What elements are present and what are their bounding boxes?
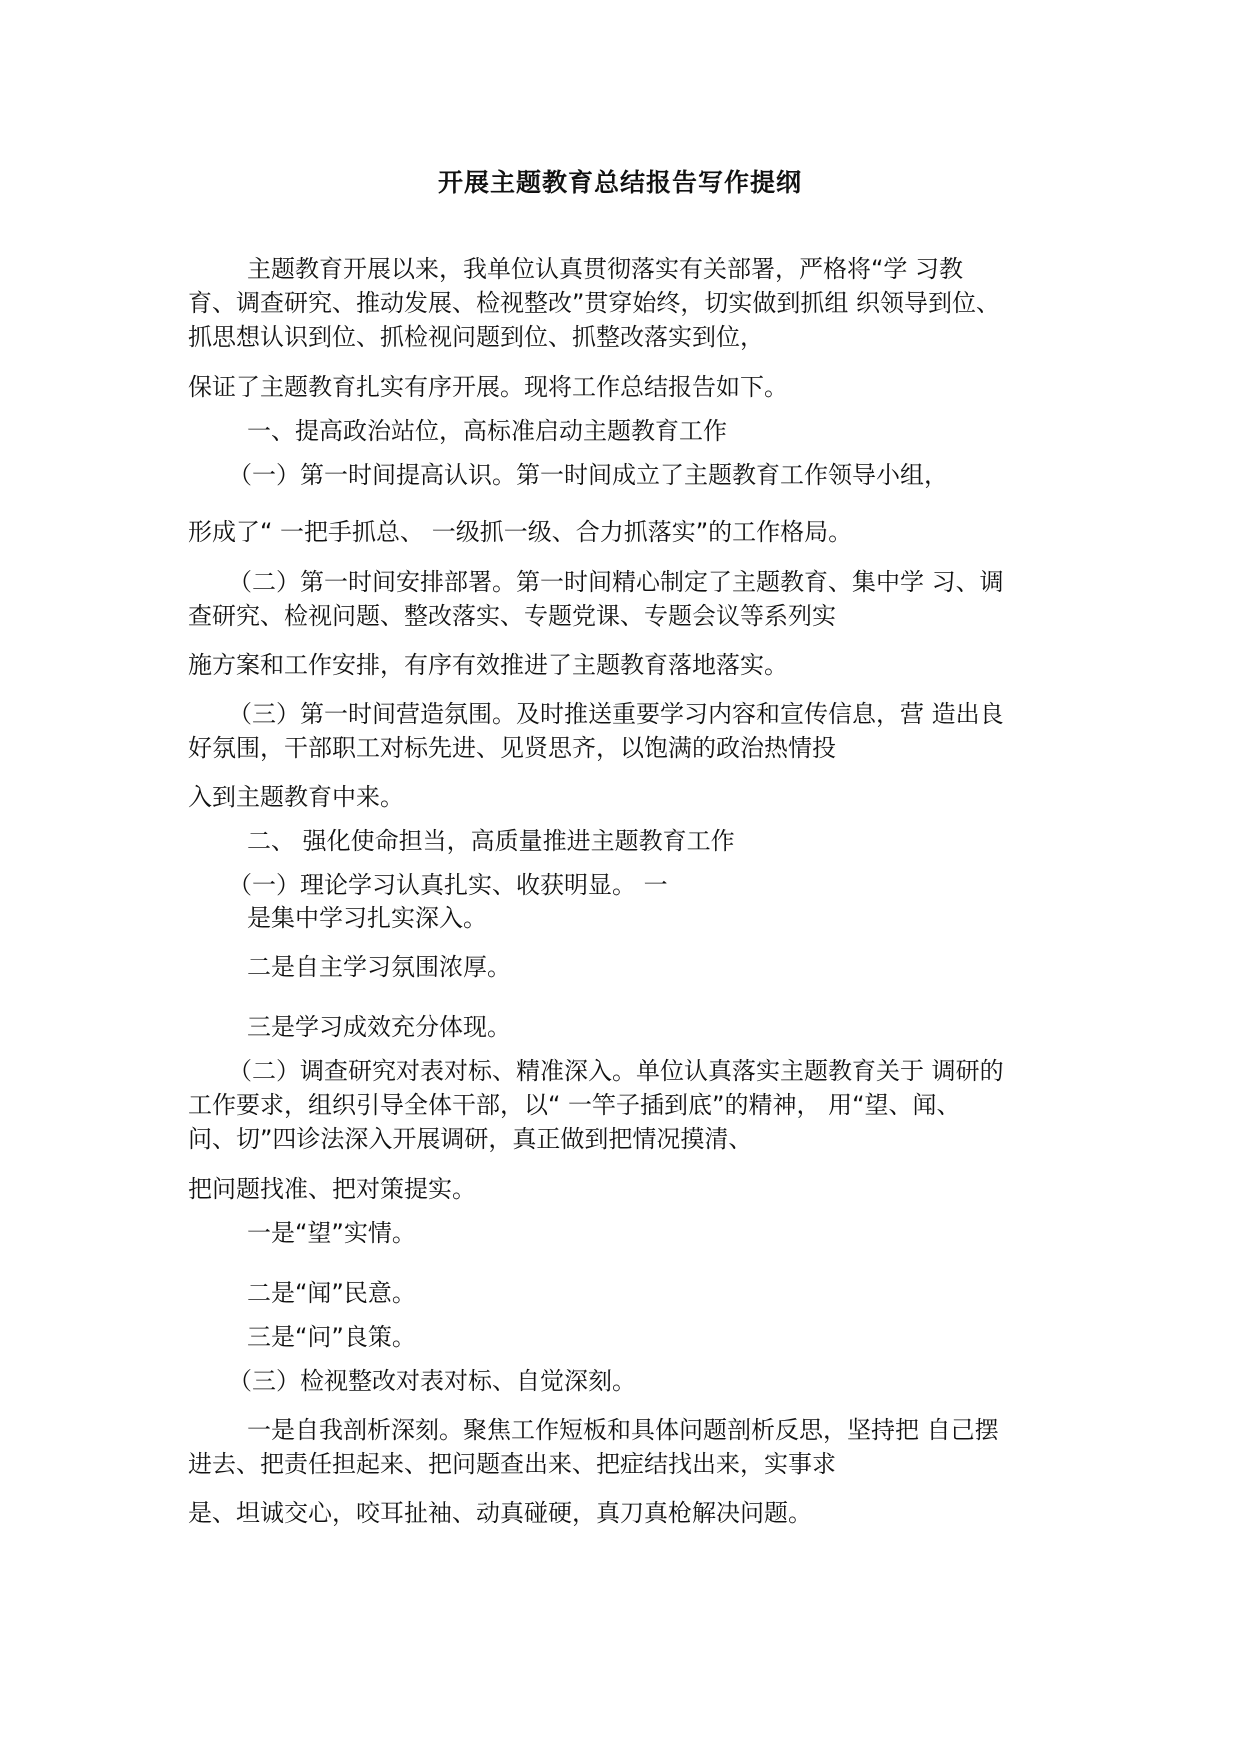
document-title: 开展主题教育总结报告写作提纲: [437, 168, 802, 197]
paragraph-line: 形成了“ 一把手抓总、 一级抓一级、合力抓落实”的工作格局。: [188, 518, 853, 546]
paragraph-line: 查研究、检视问题、整改落实、专题党课、专题会议等系列实: [188, 602, 836, 630]
paragraph-line: 保证了主题教育扎实有序开展。现将工作总结报告如下。: [188, 373, 788, 401]
list-item: 三是学习成效充分体现。: [247, 1013, 511, 1041]
section-heading: 二、 强化使命担当，高质量推进主题教育工作: [247, 827, 735, 855]
list-item: 三是“问”良策。: [247, 1323, 416, 1351]
paragraph-line: 好氛围，干部职工对标先进、见贤思齐，以饱满的政治热情投: [188, 734, 836, 762]
subsection-heading: （三）第一时间营造氛围。及时推送重要学习内容和宣传信息，营 造出良: [228, 700, 1004, 728]
section-heading: 一、提高政治站位，高标准启动主题教育工作: [247, 417, 727, 445]
list-item: 一是“望”实情。: [247, 1219, 416, 1247]
paragraph-line: 主题教育开展以来，我单位认真贯彻落实有关部署，严格将“学 习教: [247, 255, 964, 283]
paragraph-line: 把问题找准、把对策提实。: [188, 1175, 476, 1203]
paragraph-line: 入到主题教育中来。: [188, 783, 404, 811]
list-item: 是集中学习扎实深入。: [247, 904, 487, 932]
paragraph-line: 一是自我剖析深刻。聚焦工作短板和具体问题剖析反思，坚持把 自己摆: [247, 1416, 999, 1444]
paragraph-line: 工作要求，组织引导全体干部，以“ 一竿子插到底”的精神， 用“望、闻、: [188, 1091, 961, 1119]
paragraph-line: 抓思想认识到位、抓检视问题到位、抓整改落实到位，: [188, 323, 764, 351]
paragraph-line: 是、坦诚交心，咬耳扯袖、动真碰硬，真刀真枪解决问题。: [188, 1499, 812, 1527]
subsection-heading: （三）检视整改对表对标、自觉深刻。: [228, 1367, 636, 1395]
subsection-heading: （二）第一时间安排部署。第一时间精心制定了主题教育、集中学 习、调: [228, 568, 1004, 596]
paragraph-line: 施方案和工作安排，有序有效推进了主题教育落地落实。: [188, 651, 788, 679]
paragraph-line: 问、切”四诊法深入开展调研，真正做到把情况摸清、: [188, 1125, 753, 1153]
list-item: 二是自主学习氛围浓厚。: [247, 953, 511, 981]
subsection-heading: （一）理论学习认真扎实、收获明显。 一: [228, 871, 668, 899]
paragraph-line: 育、调查研究、推动发展、检视整改”贯穿始终，切实做到抓组 织领导到位、: [188, 289, 1001, 317]
list-item: 二是“闻”民意。: [247, 1279, 416, 1307]
subsection-heading: （二）调查研究对表对标、精准深入。单位认真落实主题教育关于 调研的: [228, 1057, 1004, 1085]
paragraph-line: 进去、把责任担起来、把问题查出来、把症结找出来，实事求: [188, 1450, 836, 1478]
subsection-heading: （一）第一时间提高认识。第一时间成立了主题教育工作领导小组，: [228, 461, 948, 489]
